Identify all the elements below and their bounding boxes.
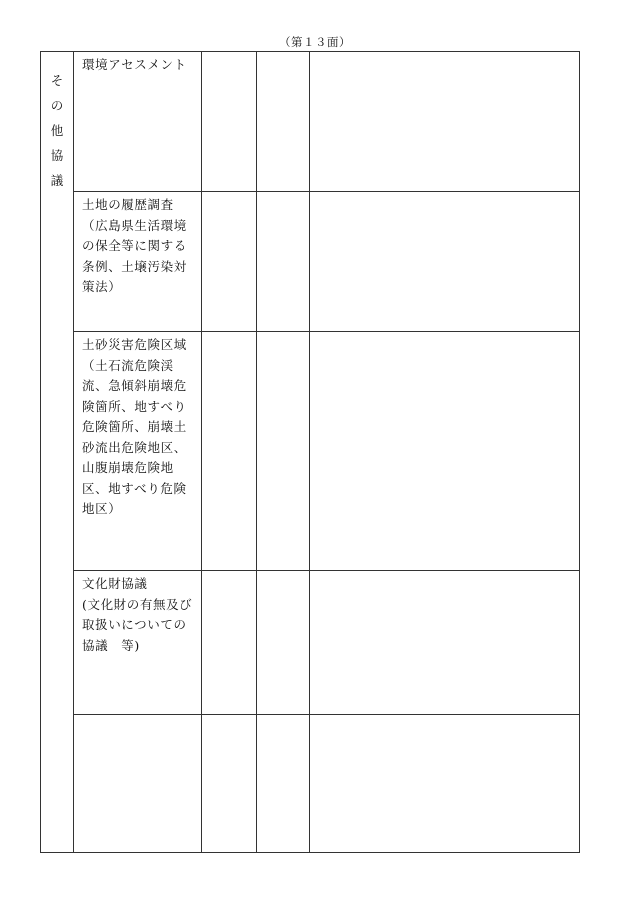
consultation-form-table — [40, 51, 580, 853]
entry-cell-a[interactable] — [202, 52, 257, 192]
category-char: そ — [50, 73, 64, 88]
table-row-land-history-survey — [41, 192, 580, 332]
entry-cell-a[interactable] — [202, 332, 257, 571]
entry-cell-b[interactable] — [257, 52, 310, 192]
entry-cell-notes[interactable] — [310, 715, 580, 853]
entry-cell-a[interactable] — [202, 715, 257, 853]
category-char: 他 — [50, 123, 64, 138]
category-label — [41, 52, 73, 193]
entry-cell-b[interactable] — [257, 332, 310, 571]
category-char: 議 — [50, 173, 64, 188]
entry-cell-b[interactable] — [257, 192, 310, 332]
item-cell — [74, 571, 202, 715]
entry-cell-b[interactable] — [257, 715, 310, 853]
item-label-environmental-assessment: 環境アセスメント — [82, 57, 187, 72]
entry-cell-notes[interactable] — [310, 192, 580, 332]
entry-cell-notes[interactable] — [310, 571, 580, 715]
category-char: の — [50, 98, 64, 113]
entry-cell-notes[interactable] — [310, 52, 580, 192]
entry-cell-b[interactable] — [257, 571, 310, 715]
table-row-cultural-property-consultation — [41, 571, 580, 715]
table-row-environmental-assessment — [41, 52, 580, 192]
entry-cell-a[interactable] — [202, 571, 257, 715]
entry-cell-notes[interactable] — [310, 332, 580, 571]
table-row-blank — [41, 715, 580, 853]
item-label-land-history-survey: 土地の履歴調査 （広島県生活環境の保全等に関する条例、土壌汚染対策法） — [82, 197, 187, 294]
item-cell — [74, 332, 202, 571]
entry-cell-a[interactable] — [202, 192, 257, 332]
item-label-sediment-disaster-area: 土砂災害危険区域 （土石流危険渓流、急傾斜崩壊危険箇所、地すべり危険箇所、崩壊土砂流出危険地区、山腹崩壊危険地区、地すべり危険地区） — [82, 337, 187, 516]
item-cell — [74, 52, 202, 192]
item-label-blank — [74, 715, 201, 718]
item-cell — [74, 192, 202, 332]
category-char: 協 — [50, 148, 64, 163]
page-number-label: （第１３面） — [279, 35, 351, 49]
item-cell[interactable] — [74, 715, 202, 853]
category-cell-other-consultations — [41, 52, 74, 853]
table-row-sediment-disaster-area — [41, 332, 580, 571]
item-label-cultural-property-consultation: 文化財協議 (文化財の有無及び取扱いについての協議 等) — [82, 576, 193, 653]
